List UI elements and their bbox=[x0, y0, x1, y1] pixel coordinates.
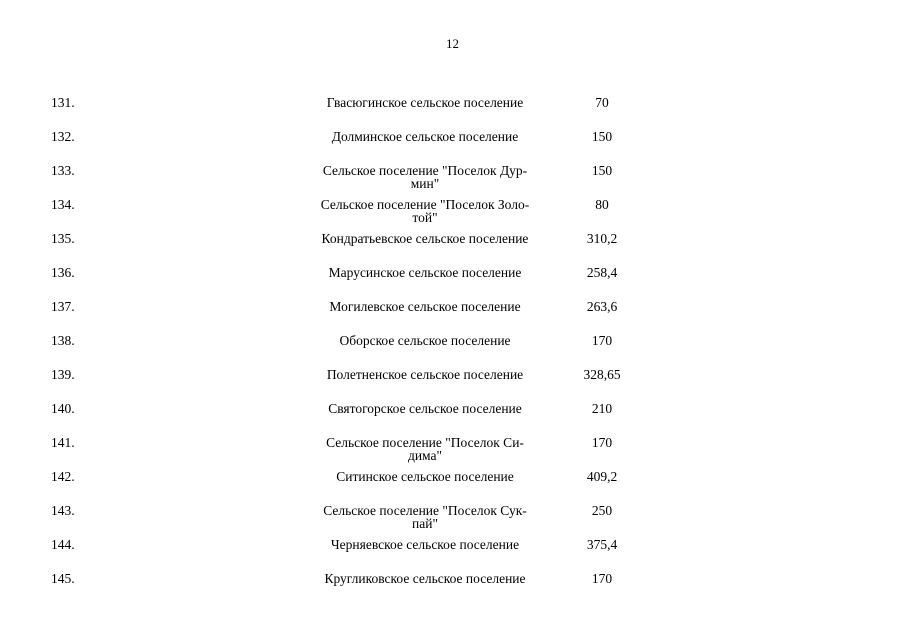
row-number: 137. bbox=[51, 299, 75, 314]
table-row bbox=[0, 263, 905, 297]
settlement-name bbox=[305, 334, 545, 348]
settlement-name-line: Сельское поселение "Поселок Сук- bbox=[323, 503, 527, 518]
page-number: 12 bbox=[446, 36, 459, 51]
settlement-name bbox=[305, 96, 545, 110]
table-row bbox=[0, 399, 905, 433]
table-row bbox=[0, 229, 905, 263]
table-row bbox=[0, 127, 905, 161]
table-row bbox=[0, 93, 905, 127]
row-number: 143. bbox=[51, 503, 75, 518]
settlement-name-line: Оборское сельское поселение bbox=[339, 333, 511, 348]
settlement-name bbox=[305, 504, 545, 529]
settlement-name-line: Могилевское сельское поселение bbox=[329, 299, 521, 314]
table-row bbox=[0, 365, 905, 399]
row-number: 136. bbox=[51, 265, 75, 280]
row-number: 144. bbox=[51, 537, 75, 552]
row-number: 132. bbox=[51, 129, 75, 144]
settlement-name bbox=[305, 368, 545, 382]
settlement-name-line: пай" bbox=[412, 516, 438, 531]
settlement-name bbox=[305, 300, 545, 314]
settlement-name-line: Сельское поселение "Поселок Дур- bbox=[322, 163, 528, 178]
row-value: 170 bbox=[591, 571, 613, 586]
row-value: 210 bbox=[591, 401, 613, 416]
settlement-name bbox=[305, 402, 545, 416]
row-value: 258,4 bbox=[586, 265, 618, 280]
row-value: 250 bbox=[591, 503, 613, 518]
settlement-name-line: Полетненское сельское поселение bbox=[326, 367, 524, 382]
row-value: 375,4 bbox=[586, 537, 618, 552]
settlement-name-line: дима" bbox=[407, 448, 443, 463]
row-number: 145. bbox=[51, 571, 75, 586]
table-row bbox=[0, 297, 905, 331]
row-value: 150 bbox=[591, 129, 613, 144]
row-number: 141. bbox=[51, 435, 75, 450]
settlement-name bbox=[305, 266, 545, 280]
row-number: 138. bbox=[51, 333, 75, 348]
row-number: 133. bbox=[51, 163, 75, 178]
settlement-name bbox=[305, 538, 545, 552]
settlement-name-line: Кругликовское сельское поселение bbox=[324, 571, 526, 586]
table-row bbox=[0, 433, 905, 467]
settlement-name bbox=[305, 572, 545, 586]
settlement-name-line: Гвасюгинское сельское поселение bbox=[326, 95, 524, 110]
row-value: 70 bbox=[595, 95, 609, 110]
row-value: 409,2 bbox=[586, 469, 618, 484]
row-value: 80 bbox=[595, 197, 609, 212]
table-row bbox=[0, 467, 905, 501]
settlement-name-line: Долминское сельское поселение bbox=[331, 129, 519, 144]
settlement-name-line: Ситинское сельское поселение bbox=[336, 469, 514, 484]
settlement-name bbox=[305, 164, 545, 189]
table-row bbox=[0, 501, 905, 535]
table-row bbox=[0, 569, 905, 603]
settlement-name-line: той" bbox=[412, 210, 438, 225]
settlement-name-line: Кондратьевское сельское поселение bbox=[321, 231, 529, 246]
row-value: 263,6 bbox=[586, 299, 618, 314]
settlement-name-line: Сельское поселение "Поселок Золо- bbox=[320, 197, 530, 212]
row-value: 328,65 bbox=[583, 367, 621, 382]
row-number: 134. bbox=[51, 197, 75, 212]
table-row bbox=[0, 161, 905, 195]
row-number: 131. bbox=[51, 95, 75, 110]
settlement-name-line: мин" bbox=[410, 176, 440, 191]
settlement-name-line: Святогорское сельское поселение bbox=[328, 401, 522, 416]
settlement-name bbox=[305, 232, 545, 246]
settlement-name-line: Сельское поселение "Поселок Си- bbox=[326, 435, 524, 450]
table-row bbox=[0, 331, 905, 365]
table-row bbox=[0, 535, 905, 569]
settlement-name bbox=[305, 436, 545, 461]
settlement-name-line: Черняевское сельское поселение bbox=[330, 537, 520, 552]
table-row bbox=[0, 195, 905, 229]
row-number: 139. bbox=[51, 367, 75, 382]
row-number: 135. bbox=[51, 231, 75, 246]
row-number: 142. bbox=[51, 469, 75, 484]
settlement-name bbox=[305, 198, 545, 223]
row-value: 170 bbox=[591, 435, 613, 450]
settlement-name bbox=[305, 470, 545, 484]
settlement-table bbox=[0, 93, 905, 603]
row-value: 150 bbox=[591, 163, 613, 178]
settlement-name bbox=[305, 130, 545, 144]
row-value: 310,2 bbox=[586, 231, 618, 246]
row-number: 140. bbox=[51, 401, 75, 416]
row-value: 170 bbox=[591, 333, 613, 348]
settlement-name-line: Марусинское сельское поселение bbox=[328, 265, 522, 280]
